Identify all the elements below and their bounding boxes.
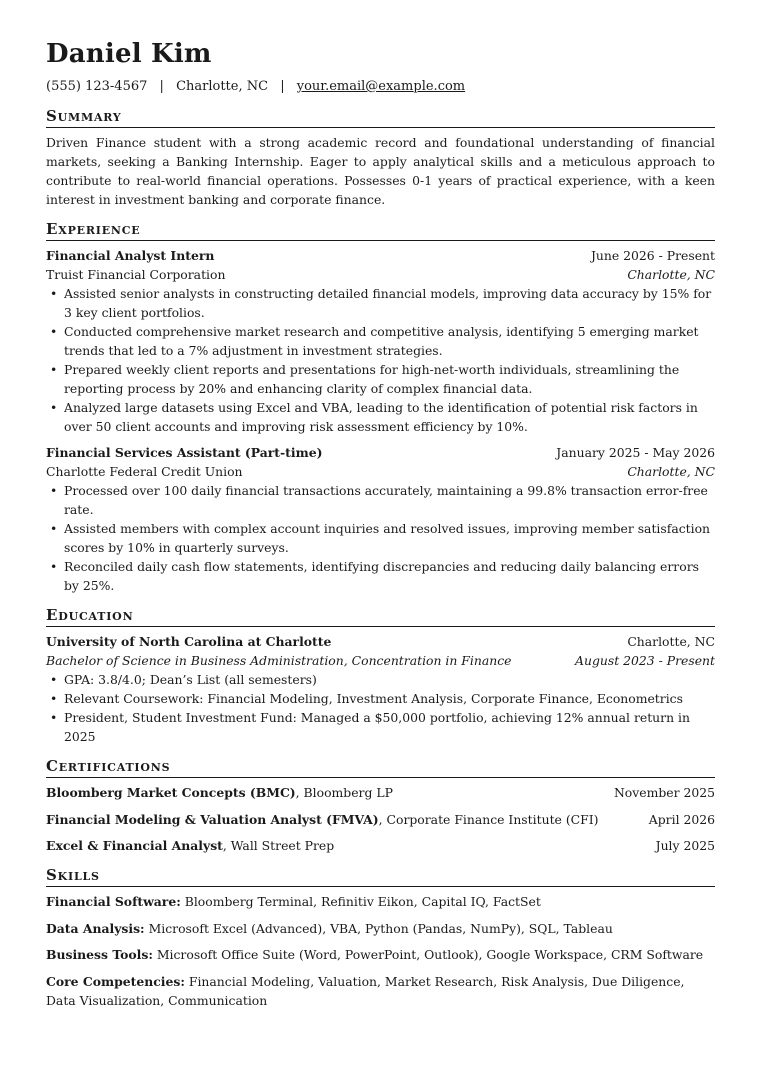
skill-label: Core Competencies: xyxy=(46,973,185,989)
candidate-name: Daniel Kim xyxy=(46,39,212,69)
education-bullet-list xyxy=(46,670,715,746)
certifications-section xyxy=(46,757,715,855)
certification-issuer: , Wall Street Prep xyxy=(222,838,335,853)
job-company-row xyxy=(46,462,715,481)
school-row xyxy=(46,632,715,651)
job-bullet: • Conducted comprehensive market research and competitive analysis, identifying 5 emerging market trends that led to a 7% adjustment in investment strategies. xyxy=(46,322,715,360)
experience-section xyxy=(46,220,715,595)
job-company: Charlotte Federal Credit Union xyxy=(46,464,243,479)
certification-name: Financial Modeling & Valuation Analyst (FMVA) xyxy=(46,811,379,827)
job-bullet-list xyxy=(46,481,715,595)
skill-row xyxy=(46,945,715,965)
skill-label: Data Analysis: xyxy=(46,920,145,936)
skill-label: Financial Software: xyxy=(46,894,181,909)
resume-header xyxy=(46,38,715,96)
phone-number: (555) 123-4567 xyxy=(46,79,148,94)
job-bullet: • Analyzed large datasets using Excel and VBA, leading to the identification of potential risk factors in over 50 client accounts and improving risk assessment efficiency by 10%. xyxy=(46,398,715,436)
section-heading-experience: Experience xyxy=(46,220,715,241)
certification-date: November 2025 xyxy=(613,785,715,800)
job-bullet: • Assisted members with complex account inquiries and resolved issues, improving member satisfaction scores by 10% in quarterly surveys. xyxy=(46,519,715,557)
email-link[interactable]: your.email@example.com xyxy=(296,79,466,94)
skill-value: Microsoft Office Suite (Word, PowerPoint, Outlook), Google Workspace, CRM Software xyxy=(152,947,704,962)
certification-entry xyxy=(46,783,393,802)
skill-row xyxy=(46,919,715,939)
certification-issuer: , Bloomberg LP xyxy=(295,785,393,800)
skill-value: Microsoft Excel (Advanced), VBA, Python (Pandas, NumPy), SQL, Tableau xyxy=(144,920,613,936)
job-bullet: • Assisted senior analysts in constructing detailed financial models, improving data accuracy by 15% for 3 key client portfolios. xyxy=(46,284,715,322)
location-text: Charlotte, NC xyxy=(176,79,269,94)
skill-value: Financial Modeling, Valuation, Market Research, Risk Analysis, Due Diligence, Data Visualization, Communication xyxy=(46,973,685,1008)
summary-section xyxy=(46,107,715,209)
job-bullet: • Prepared weekly client reports and presentations for high-net-worth individuals, streamlining the reporting process by 20% and enhancing clarity of complex financial data. xyxy=(46,360,715,398)
job-header-row xyxy=(46,443,715,462)
certification-name: Bloomberg Market Concepts (BMC) xyxy=(46,785,296,800)
job-bullet: • Processed over 100 daily financial transactions accurately, maintaining a 99.8% transaction error-free rate. xyxy=(46,481,715,519)
job-company-row xyxy=(46,265,715,284)
section-heading-education: Education xyxy=(46,606,715,627)
job-title: Financial Services Assistant (Part-time) xyxy=(46,445,323,460)
education-dates: August 2023 - Present xyxy=(575,653,715,668)
certification-issuer: , Corporate Finance Institute (CFI) xyxy=(378,811,599,827)
job-dates: June 2026 - Present xyxy=(590,248,715,263)
job-bullet-list xyxy=(46,284,715,436)
certification-date: July 2025 xyxy=(655,838,715,853)
skill-row xyxy=(46,892,715,912)
contact-separator: | xyxy=(280,79,285,94)
section-heading-skills: Skills xyxy=(46,866,715,887)
job-title: Financial Analyst Intern xyxy=(46,248,215,263)
job-bullet: • Reconciled daily cash flow statements, identifying discrepancies and reducing daily balancing errors by 25%. xyxy=(46,557,715,595)
education-bullet: • GPA: 3.8/4.0; Dean’s List (all semesters) xyxy=(46,670,715,689)
contact-separator: | xyxy=(159,79,164,94)
skill-value: Bloomberg Terminal, Refinitiv Eikon, Capital IQ, FactSet xyxy=(180,894,541,909)
certification-row xyxy=(46,836,715,855)
certification-row xyxy=(46,783,715,802)
education-bullet: • President, Student Investment Fund: Managed a $50,000 portfolio, achieving 12% annual return in 2025 xyxy=(46,708,715,746)
skills-section xyxy=(46,866,715,1011)
job-location: Charlotte, NC xyxy=(627,267,715,282)
job-header-row xyxy=(46,246,715,265)
certification-entry xyxy=(46,810,598,829)
summary-text: Driven Finance student with a strong academic record and foundational understanding of financial markets, seeking a Banking Internship. Eager to apply analytical skills and a meticulous approach to contribute to real-world financial operations. Possesses 0-1 years of practical experience, with a keen interest in investment banking and corporate finance. xyxy=(46,135,715,207)
job-location: Charlotte, NC xyxy=(627,464,715,479)
contact-line xyxy=(46,78,715,96)
job-entry xyxy=(46,443,715,595)
school-name: University of North Carolina at Charlotte xyxy=(46,634,332,649)
job-dates: January 2025 - May 2026 xyxy=(556,445,715,460)
certification-row xyxy=(46,810,715,829)
school-location: Charlotte, NC xyxy=(627,634,715,649)
section-heading-certifications: Certifications xyxy=(46,757,715,778)
skill-row xyxy=(46,972,715,1011)
job-company: Truist Financial Corporation xyxy=(46,267,226,282)
skill-label: Business Tools: xyxy=(46,947,153,962)
degree-row xyxy=(46,651,715,670)
resume-page xyxy=(46,38,715,1018)
certification-entry xyxy=(46,836,334,855)
job-entry xyxy=(46,246,715,436)
certification-name: Excel & Financial Analyst xyxy=(46,838,223,853)
education-section xyxy=(46,606,715,746)
section-heading-summary: Summary xyxy=(46,107,715,128)
certification-date: April 2026 xyxy=(648,811,715,827)
education-bullet: • Relevant Coursework: Financial Modeling, Investment Analysis, Corporate Finance, Econometrics xyxy=(46,689,715,708)
degree-text: Bachelor of Science in Business Administration, Concentration in Finance xyxy=(46,653,512,668)
